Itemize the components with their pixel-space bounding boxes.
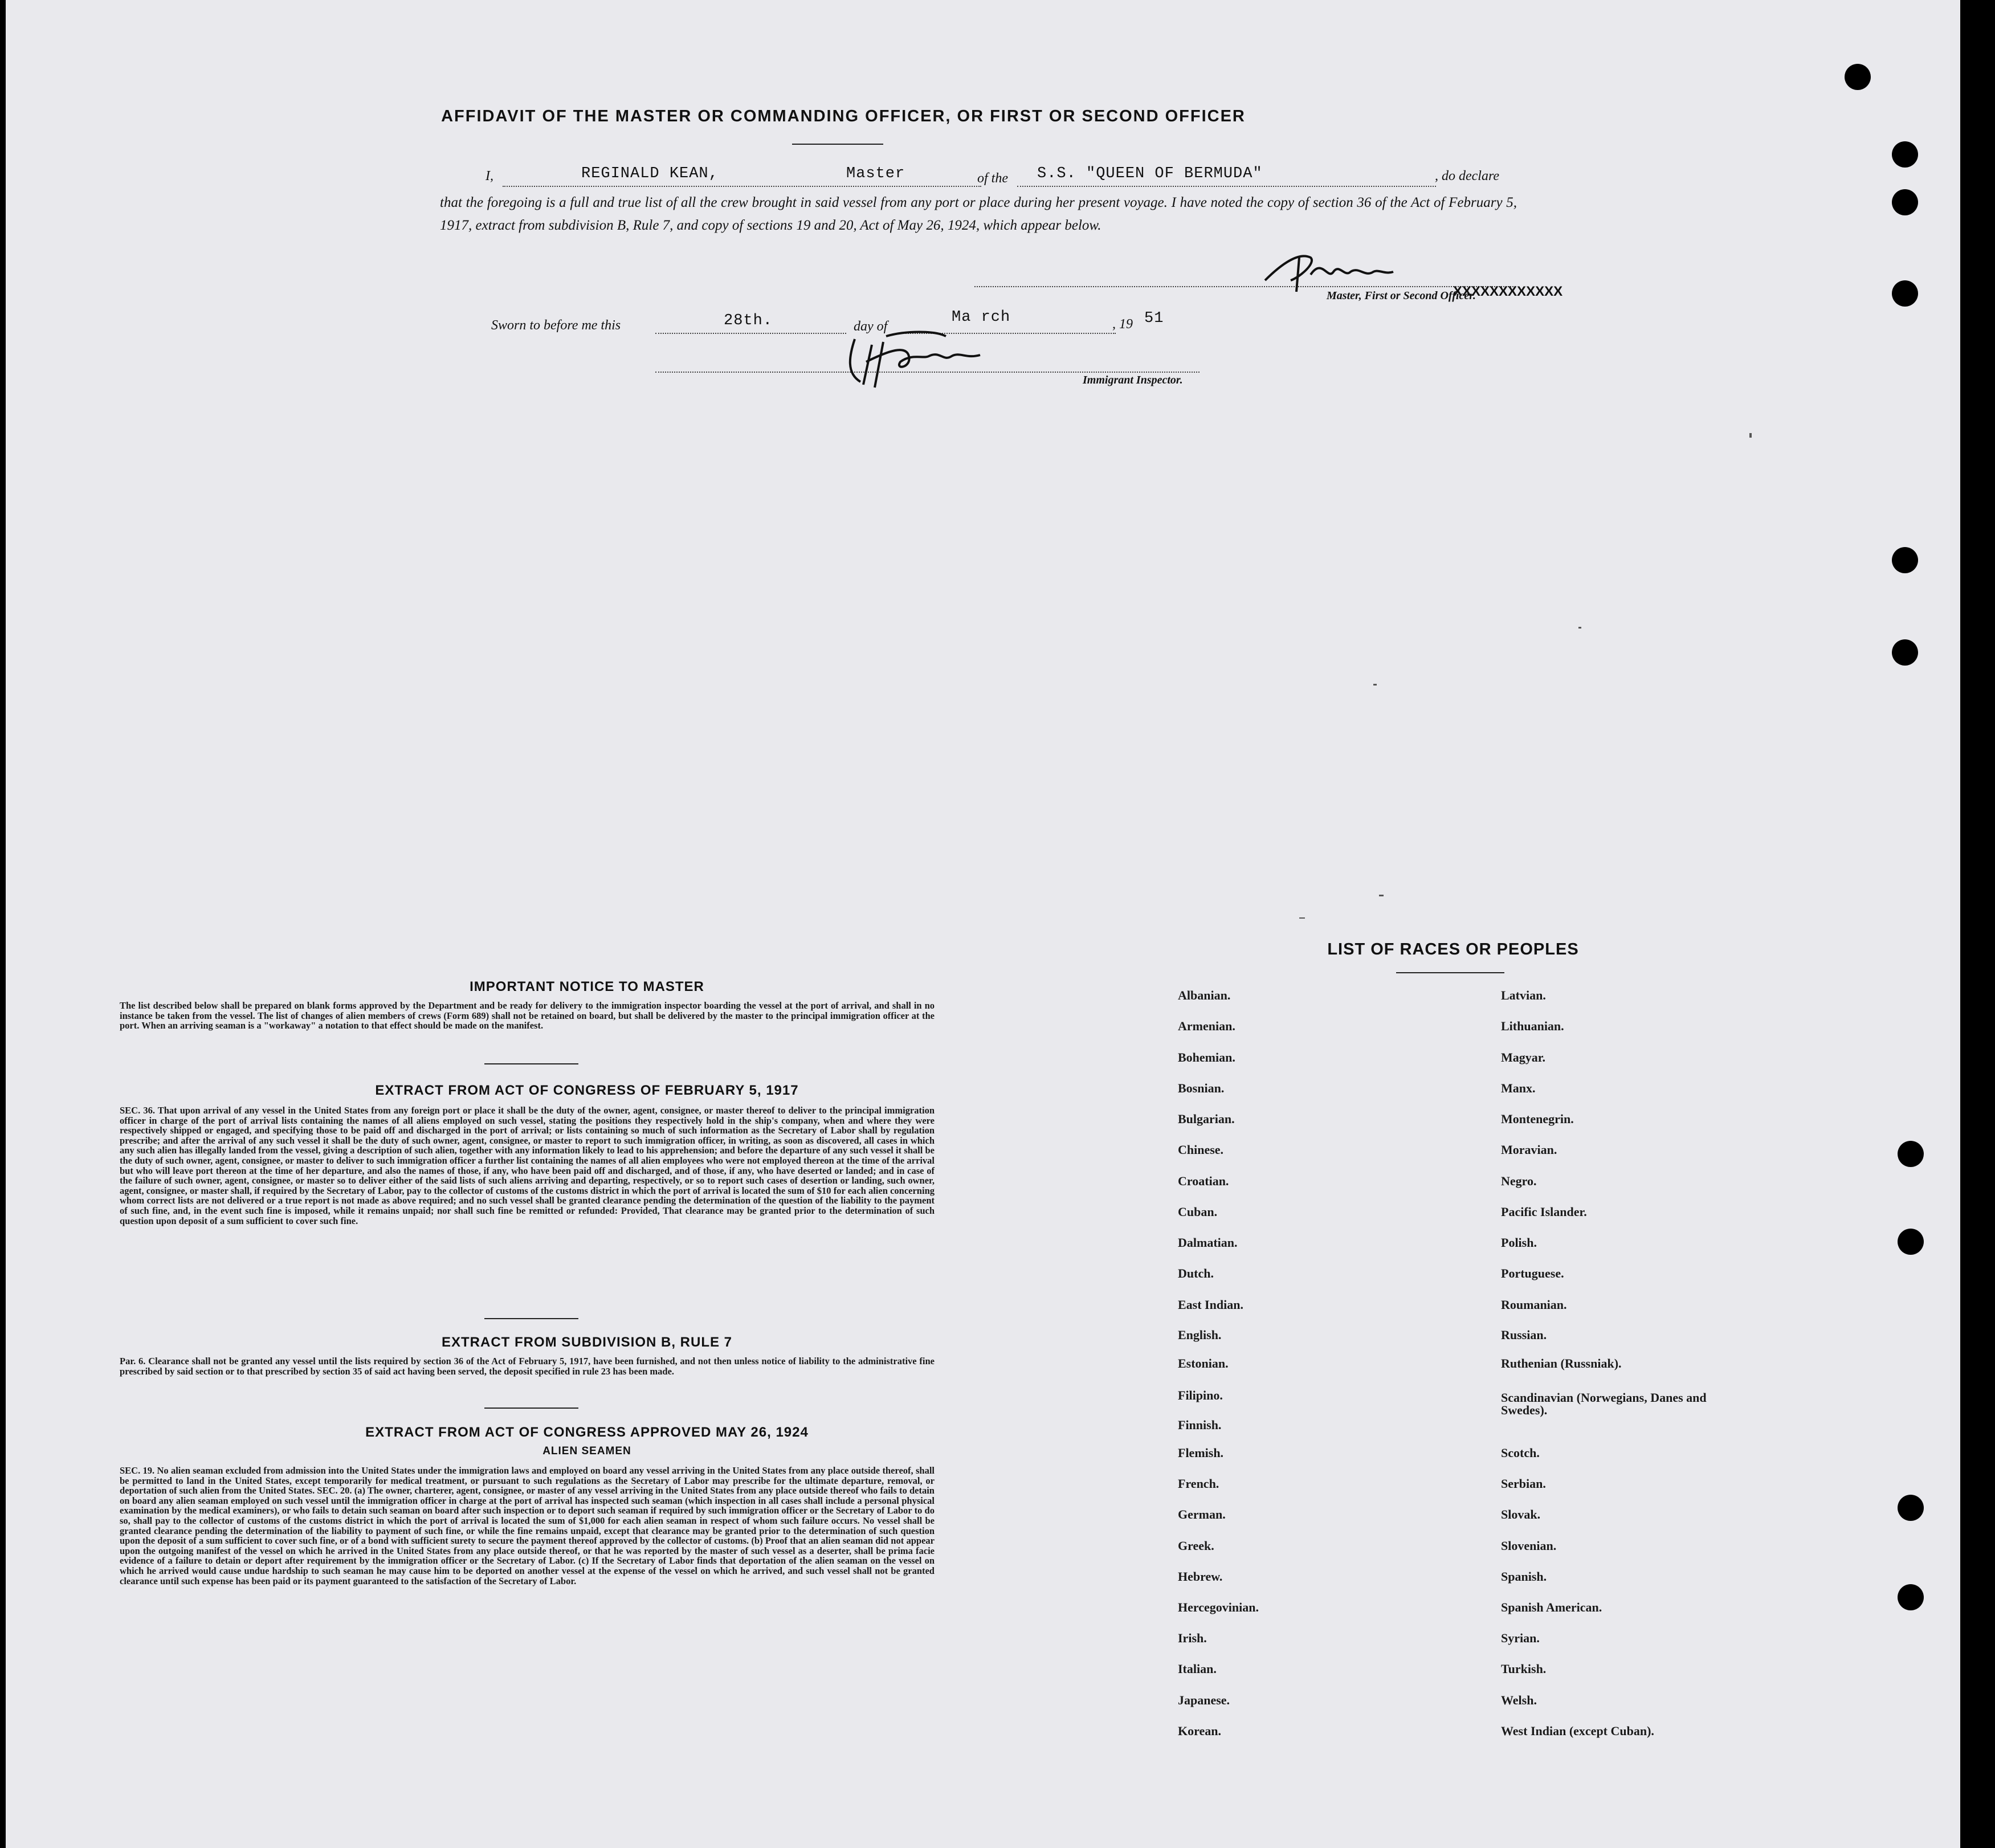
race-item: Dutch.: [1178, 1266, 1214, 1280]
do-declare-label: , do declare: [1435, 169, 1500, 183]
affidavit-body: that the foregoing is a full and true list of all the crew brought in said vessel from any port or place during her present voyage. I have noted the copy of section 36 of the Act of February 5, 1917, extract from subdivision B, Rule 7, and copy of sections 19 and 20, Act of May 26, 1924, which appear below.: [440, 195, 1517, 233]
race-item: Japanese.: [1178, 1693, 1230, 1707]
sworn-year: 51: [1144, 310, 1164, 327]
inspector-caption: Immigrant Inspector.: [1083, 374, 1183, 386]
notice-title: IMPORTANT NOTICE TO MASTER: [470, 979, 704, 994]
race-item: Latvian.: [1501, 988, 1546, 1002]
race-item: East Indian.: [1178, 1298, 1243, 1312]
race-item: Irish.: [1178, 1631, 1207, 1645]
punch-hole: [1892, 189, 1918, 215]
race-item: Scotch.: [1501, 1446, 1540, 1460]
race-item: Roumanian.: [1501, 1298, 1567, 1312]
race-item: Negro.: [1501, 1174, 1537, 1188]
divider-2: [484, 1318, 578, 1319]
speck: [1578, 627, 1581, 629]
race-item: Welsh.: [1501, 1693, 1537, 1707]
race-item: Ruthenian (Russniak).: [1501, 1356, 1622, 1370]
extract-1917-text: SEC. 36. That upon arrival of any vessel in the United States from any foreign port or place it shall be the duty of the owner, agent, consignee, or master thereof to deliver to the principal immigration officer in charge of the port of arrival lists containing the names of all aliens employed on such vessel, stating the positions they respectively hold in the ship's company, when and where they were respectively shipped or engaged, and specifying those to be paid off and discharged in the port of arrival; or lists containing so much of such information as the Secretary of Labor shall by regulation prescribe; and after the arrival of any such vessel it shall be the duty of such owner, agent, consignee, or master to report to such immigration officer, in writing, as soon as discovered, all cases in which any such alien has illegally landed from the vessel, giving a description of such alien, together with any information likely to lead to his apprehension; and before the departure of any such vessel it shall be the duty of such owner, agent, consignee, or master to deliver to such immigration officer a further list containing the names of all alien employees who were not employed thereon at the time of the arrival but who will leave port thereon at the time of her departure, and also the names of those, if any, who have been paid off and discharged, and of those, if any, who have deserted or landed; and in case of the failure of such owner, agent, consignee, or master so to deliver either of the said lists of such aliens arriving and departing, respectively, or so to report such cases of desertion or landing, such owner, agent, consignee, or master shall, if required by the Secretary of Labor, pay to the collector of customs of the customs district in which the port of arrival is located the sum of $10 for each alien concerning whom correct lists are not delivered or a true report is not made as above required; and no such vessel shall be granted clearance pending the determination of the question of the liability to the payment of such fine, and, in the event such fine is imposed, while it remains unpaid; nor shall such fine be remitted or refunded: Provided, That clearance may be granted prior to the determination of such question upon deposit of a sum sufficient to cover such fine.: [120, 1105, 935, 1226]
of-the-label: of the: [977, 171, 1008, 186]
race-item: Hercegovinian.: [1178, 1600, 1259, 1614]
race-item: Bosnian.: [1178, 1081, 1225, 1095]
year-prefix: , 19: [1112, 317, 1133, 332]
race-item: French.: [1178, 1476, 1219, 1491]
race-item: Montenegrin.: [1501, 1112, 1574, 1126]
race-item: Serbian.: [1501, 1476, 1546, 1491]
punch-hole: [1892, 547, 1918, 573]
divider-1: [484, 1063, 578, 1064]
master-signature-line: [974, 286, 1516, 287]
race-item: Albanian.: [1178, 988, 1231, 1002]
extract-1924-text: SEC. 19. No alien seaman excluded from admission into the United States under the immigration laws and employed on board any vessel arriving in the United States from any place outside thereof, shall be permitted to land in the United States, except temporarily for medical treatment, or pursuant to such regulations as the Secretary of Labor may prescribe for the ultimate departure, removal, or deportation of such alien from the United States. SEC. 20. (a) The owner, charterer, agent, consignee, or master of any vessel arriving in the United States from any place outside thereof who fails to detain on board any alien seaman employed on such vessel until the immigration officer in charge at the port of arrival has inspected such seaman (which inspection in all cases shall include a personal physical examination by the medical examiners), or who fails to detain such seaman on board after such inspection or to deport such seaman if required by such immigration officer or the Secretary of Labor to do so, shall pay to the collector of customs of the customs district in which the port of arrival is located the sum of $1,000 for each alien seaman in respect of whom such failure occurs. No vessel shall be granted clearance pending the determination of the liability to payment of such fine, or while the fine remains unpaid, except that clearance may be granted prior to the determination of such question upon the deposit of a sum sufficient to cover such fine, or of a bond with sufficient surety to secure the payment thereof approved by the collector of customs. (b) Proof that an alien seaman did not appear upon the outgoing manifest of the vessel on which he arrived in the United States from any place outside thereof, or that he was reported by the master of such vessel as a deserter, shall be prima facie evidence of a failure to detain or deport after requirement by the immigration officer or the Secretary of Labor. (c) If the Secretary of Labor finds that deportation of the alien seaman on the vessel on which he arrived would cause undue hardship to such seaman he may cause him to be deported on another vessel at the expense of the vessel on which he arrived, and such vessel shall not be granted clearance until such expense has been paid or its payment guaranteed to the satisfaction of the Secretary of Labor.: [120, 1465, 935, 1586]
name-line: [503, 186, 981, 187]
race-item: Bohemian.: [1178, 1050, 1235, 1064]
race-item: Slovenian.: [1501, 1539, 1557, 1553]
punch-hole: [1898, 1495, 1924, 1521]
affidavit-title: AFFIDAVIT OF THE MASTER OR COMMANDING OFFICER, OR FIRST OR SECOND OFFICER: [441, 107, 1246, 125]
intro-i: I,: [486, 169, 493, 183]
sworn-month: Ma rch: [952, 309, 1011, 326]
rule7-text: Par. 6. Clearance shall not be granted any vessel until the lists required by section 36 of the Act of February 5, 1917, have been furnished, and not then unless notice of liability to the administrative fine prescribed by said section or to that prescribed by section 35 of said act having been served, the deposit specified in rule 23 has been made.: [120, 1356, 935, 1377]
inspector-signature: [843, 328, 992, 390]
punch-hole: [1892, 280, 1918, 307]
race-item: Manx.: [1501, 1081, 1536, 1095]
race-item: German.: [1178, 1507, 1226, 1521]
punch-hole: [1898, 1229, 1924, 1255]
punch-hole: [1898, 1141, 1924, 1167]
races-title: LIST OF RACES OR PEOPLES: [1327, 940, 1579, 958]
sworn-label: Sworn to before me this: [491, 318, 621, 333]
document-page: [6, 0, 1960, 1848]
race-item: Croatian.: [1178, 1174, 1229, 1188]
title-underline: [792, 144, 883, 145]
race-item: Turkish.: [1501, 1662, 1547, 1676]
race-item: Magyar.: [1501, 1050, 1546, 1064]
race-item: Spanish American.: [1501, 1600, 1602, 1614]
race-item: Flemish.: [1178, 1446, 1224, 1460]
race-item: Italian.: [1178, 1662, 1217, 1676]
rule7-title: EXTRACT FROM SUBDIVISION B, RULE 7: [441, 1335, 733, 1350]
race-item: Portuguese.: [1501, 1266, 1564, 1280]
vessel-line: [1017, 186, 1436, 187]
race-item: Bulgarian.: [1178, 1112, 1235, 1126]
sworn-day-line: [655, 333, 846, 334]
speck: [1373, 684, 1377, 686]
race-item: Syrian.: [1501, 1631, 1540, 1645]
divider-3: [484, 1408, 578, 1409]
punch-hole: [1898, 1584, 1924, 1610]
extract-1924-title: EXTRACT FROM ACT OF CONGRESS APPROVED MAY 26, 1924: [365, 1425, 809, 1440]
race-item: Korean.: [1178, 1724, 1221, 1738]
master-name: REGINALD KEAN,: [581, 165, 719, 182]
master-signature-caption: Master, First or Second Officer.: [1327, 289, 1476, 302]
race-item: West Indian (except Cuban).: [1501, 1724, 1654, 1738]
master-rank: Master: [846, 165, 905, 182]
speck: [1379, 895, 1384, 896]
race-item: Russian.: [1501, 1328, 1547, 1342]
speck: [1749, 433, 1752, 438]
day-of-label: day of: [854, 319, 888, 334]
extract-1924-subtitle: ALIEN SEAMEN: [542, 1445, 631, 1457]
sworn-day: 28th.: [724, 312, 773, 329]
race-item: Polish.: [1501, 1235, 1537, 1250]
race-item: English.: [1178, 1328, 1222, 1342]
notice-text: The list described below shall be prepared on blank forms approved by the Department and be ready for delivery to the immigration inspector boarding the vessel at the port of arrival, and shall in no instance be taken from the vessel. The list of changes of alien members of crews (Form 689) shall not be retained on board, but shall be delivered by the master to the principal immigration officer at the port. When an arriving seaman is a "workaway" a notation to that effect should be made on the manifest.: [120, 1000, 935, 1031]
race-item: Cuban.: [1178, 1205, 1218, 1219]
race-item: Moravian.: [1501, 1143, 1557, 1157]
race-item: Hebrew.: [1178, 1569, 1223, 1584]
race-item: Filipino.: [1178, 1388, 1223, 1402]
vessel-name: S.S. "QUEEN OF BERMUDA": [1037, 165, 1263, 182]
race-item: Pacific Islander.: [1501, 1205, 1587, 1219]
race-item: Lithuanian.: [1501, 1019, 1564, 1033]
races-underline: [1396, 972, 1504, 973]
struck-out-marks: XXXXXXXXXXXX: [1453, 284, 1563, 299]
race-item: Scandinavian (Norwegians, Danes and Swedes).: [1501, 1390, 1707, 1417]
extract-1917-title: EXTRACT FROM ACT OF CONGRESS OF FEBRUARY 5, 1917: [375, 1083, 799, 1098]
race-item: Finnish.: [1178, 1418, 1222, 1432]
speck: [1299, 917, 1305, 919]
punch-hole: [1892, 639, 1918, 666]
race-item: Chinese.: [1178, 1143, 1224, 1157]
race-item: Armenian.: [1178, 1019, 1235, 1033]
race-item: Slovak.: [1501, 1507, 1541, 1521]
race-item: Greek.: [1178, 1539, 1214, 1553]
punch-hole: [1845, 64, 1871, 90]
race-item: Spanish.: [1501, 1569, 1547, 1584]
punch-hole: [1892, 141, 1918, 168]
race-item: Dalmatian.: [1178, 1235, 1238, 1250]
race-item: Estonian.: [1178, 1356, 1229, 1370]
